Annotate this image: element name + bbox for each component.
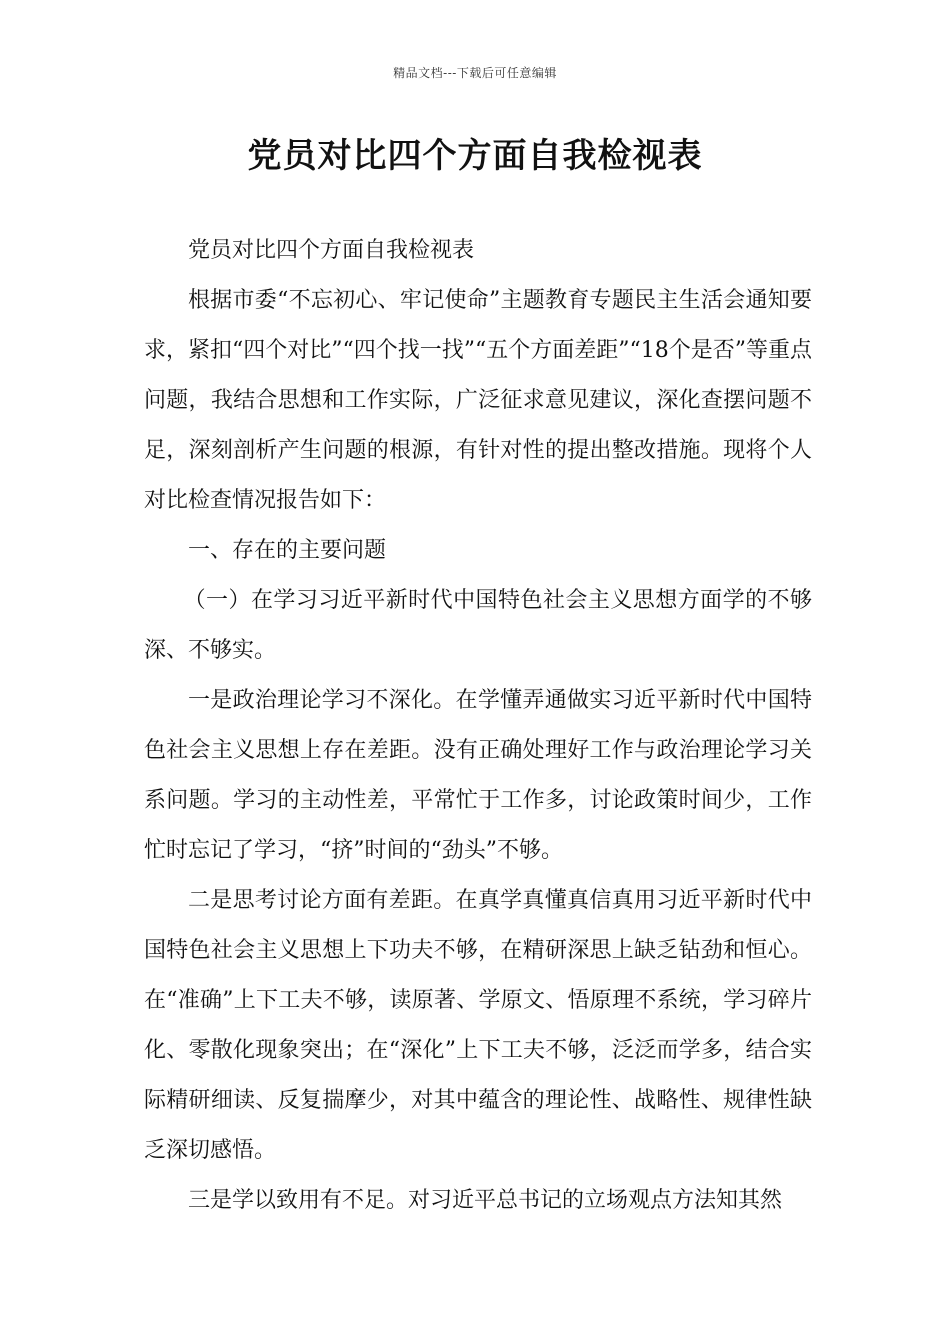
body-paragraph-1: 一是政治理论学习不深化。在学懂弄通做实习近平新时代中国特色社会主义思想上存在差距。没有正确处理好工作与政治理论学习关系问题。学习的主动性差，平常忙于工作多，讨论政策时间少，工作忙时忘记了学习，“挤”时间的“劲头”不够。 [144, 688, 812, 863]
section-heading: 一、存在的主要问题 [188, 538, 387, 563]
document-title: 党员对比四个方面自我检视表 [247, 136, 703, 176]
intro-paragraph: 根据市委“不忘初心、牢记使命”主题教育专题民主生活会通知要求，紧扣“四个对比”“四个找一找”“五个方面差距”“18个是否”等重点问题，我结合思想和工作实际，广泛征求意见建议，深化查摆问题不足，深刻剖析产生问题的根源，有针对性的提出整改措施。现将个人对比检查情况报告如下： [144, 288, 812, 513]
document-body [144, 226, 812, 1226]
body-paragraph-2: 二是思考讨论方面有差距。在真学真懂真信真用习近平新时代中国特色社会主义思想上下功夫不够，在精研深思上缺乏钻劲和恒心。在“准确”上下工夫不够，读原著、学原文、悟原理不系统，学习碎片化、零散化现象突出；在“深化”上下工夫不够，泛泛而学多，结合实际精研细读、反复揣摩少，对其中蕴含的理论性、战略性、规律性缺乏深切感悟。 [144, 888, 812, 1163]
body-paragraph-3: 三是学以致用有不足。对习近平总书记的立场观点方法知其然 [188, 1188, 783, 1213]
subsection-heading: （一）在学习习近平新时代中国特色社会主义思想方面学的不够深、不够实。 [144, 588, 812, 663]
subtitle-paragraph: 党员对比四个方面自我检视表 [188, 238, 475, 263]
header-note: 精品文档---下载后可任意编辑 [393, 66, 557, 80]
